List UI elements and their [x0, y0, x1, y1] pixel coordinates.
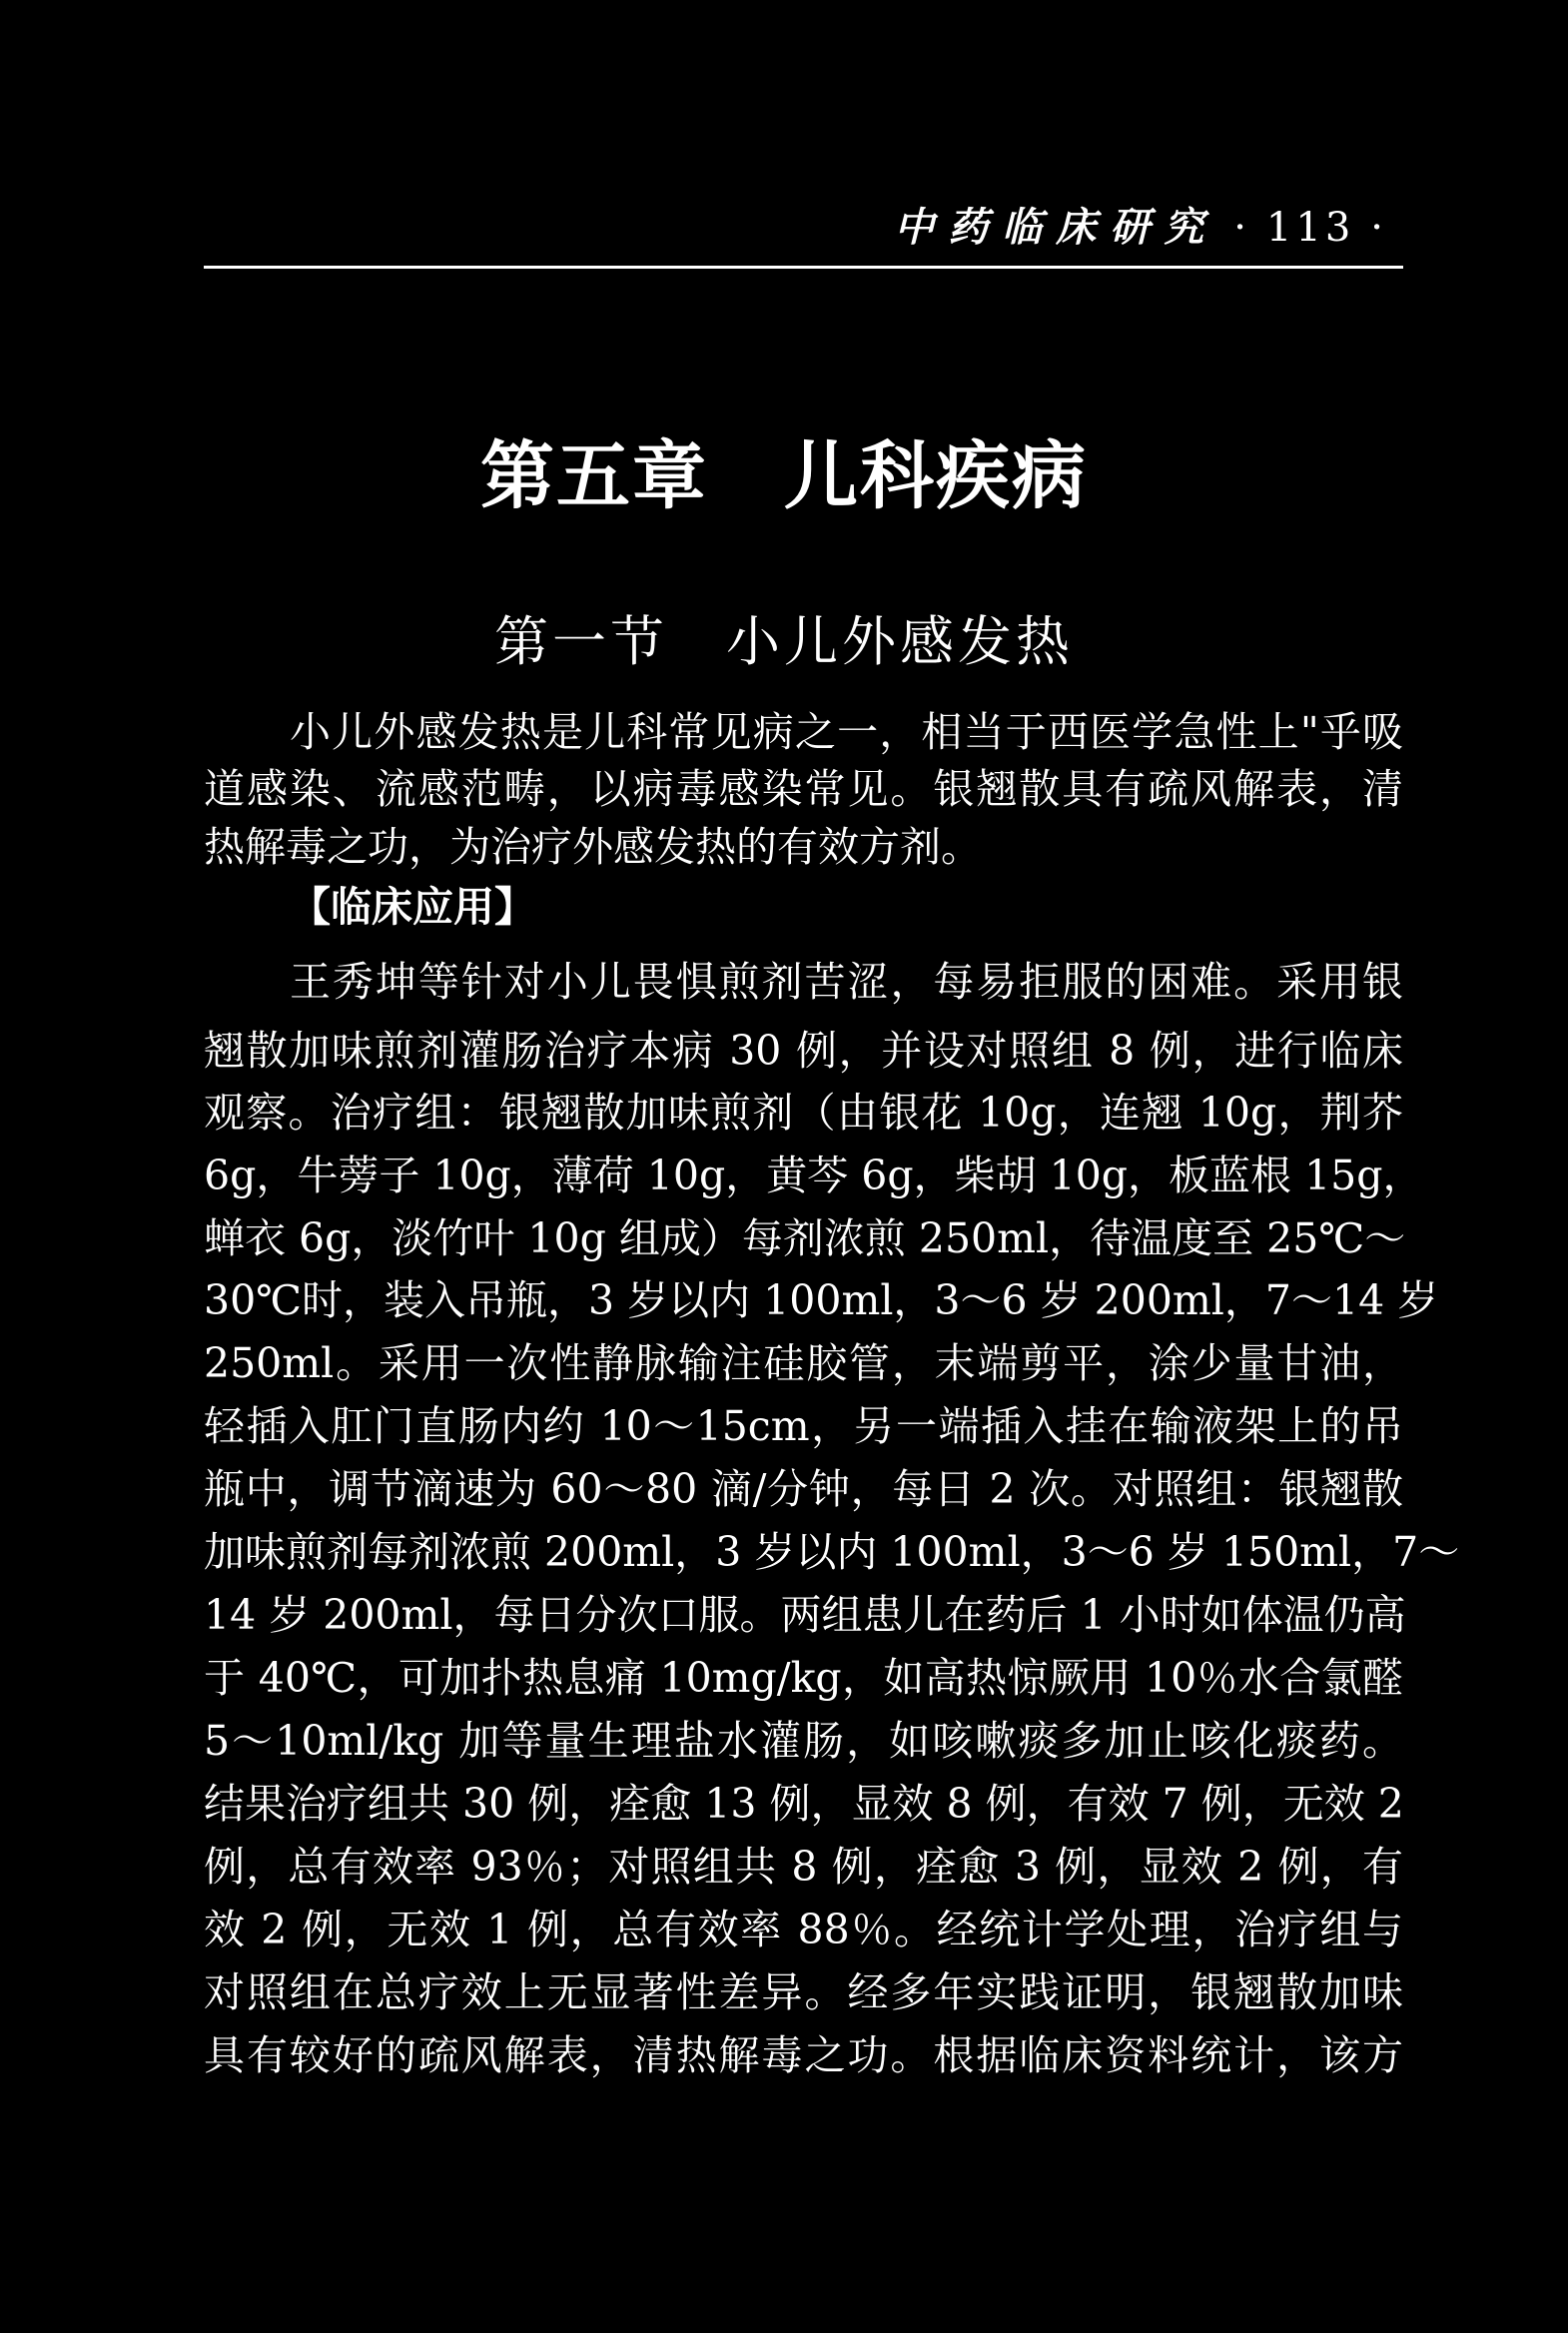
- body-line: 王秀坤等针对小儿畏惧煎剂苦涩，每易拒服的困难。采用银: [290, 958, 1403, 1006]
- body-line: 例，总有效率 93％；对照组共 8 例，痊愈 3 例，显效 2 例，有: [204, 1843, 1403, 1891]
- running-head-bullet-right: ·: [1370, 205, 1387, 251]
- subsection-heading: 【临床应用】: [290, 883, 535, 931]
- body-line: 对照组在总疗效上无显著性差异。经多年实践证明，银翘散加味: [204, 1968, 1403, 2016]
- body-line: 250ml。采用一次性静脉输注硅胶管，末端剪平，涂少量甘油，: [204, 1339, 1403, 1387]
- chapter-title: 第五章 儿科疾病: [480, 433, 1088, 519]
- body-line: 蝉衣 6g，淡竹叶 10g 组成）每剂浓煎 250ml，待温度至 25℃～: [204, 1214, 1406, 1262]
- body-line: 30℃时，装入吊瓶，3 岁以内 100ml，3～6 岁 200ml，7～14 岁: [204, 1276, 1439, 1324]
- running-head-bullet-left: ·: [1233, 205, 1250, 251]
- body-line: 轻插入肛门直肠内约 10～15cm，另一端插入挂在输液架上的吊: [204, 1402, 1403, 1450]
- section-title: 第一节 小儿外感发热: [494, 610, 1074, 673]
- body-line: 5～10ml/kg 加等量生理盐水灌肠，如咳嗽痰多加止咳化痰药。: [204, 1717, 1403, 1765]
- body-line: 翘散加味煎剂灌肠治疗本病 30 例，并设对照组 8 例，进行临床: [204, 1027, 1403, 1075]
- body-line: 观察。治疗组：银翘散加味煎剂（由银花 10g，连翘 10g，荆芥: [204, 1089, 1403, 1137]
- running-head-title: 中药临床研究: [894, 204, 1218, 251]
- body-line: 加味煎剂每剂浓煎 200ml，3 岁以内 100ml，3～6 岁 150ml，7～: [204, 1528, 1460, 1576]
- body-line: 瓶中，调节滴速为 60～80 滴/分钟，每日 2 次。对照组：银翘散: [204, 1465, 1403, 1513]
- body-line: 6g，牛蒡子 10g，薄荷 10g，黄芩 6g，柴胡 10g，板蓝根 15g，: [204, 1152, 1424, 1199]
- page-number: 113: [1265, 205, 1355, 251]
- body-line: 小儿外感发热是儿科常见病之一，相当于西医学急性上"乎吸: [290, 708, 1403, 756]
- body-line: 热解毒之功，为治疗外感发热的有效方剂。: [204, 823, 982, 871]
- body-line: 于 40℃，可加扑热息痛 10mg/kg，如高热惊厥用 10％水合氯醛: [204, 1654, 1403, 1702]
- body-line: 道感染、流感范畴，以病毒感染常见。银翘散具有疏风解表，清: [204, 765, 1403, 813]
- running-head: [200, 196, 1403, 256]
- body-line: 效 2 例，无效 1 例，总有效率 88％。经统计学处理，治疗组与: [204, 1906, 1403, 1953]
- body-line: 具有较好的疏风解表，清热解毒之功。根据临床资料统计，该方: [204, 2031, 1403, 2079]
- body-line: 结果治疗组共 30 例，痊愈 13 例，显效 8 例，有效 7 例，无效 2: [204, 1780, 1404, 1828]
- body-line: 14 岁 200ml，每日分次口服。两组患儿在药后 1 小时如体温仍高: [204, 1591, 1406, 1639]
- header-rule: [204, 266, 1403, 269]
